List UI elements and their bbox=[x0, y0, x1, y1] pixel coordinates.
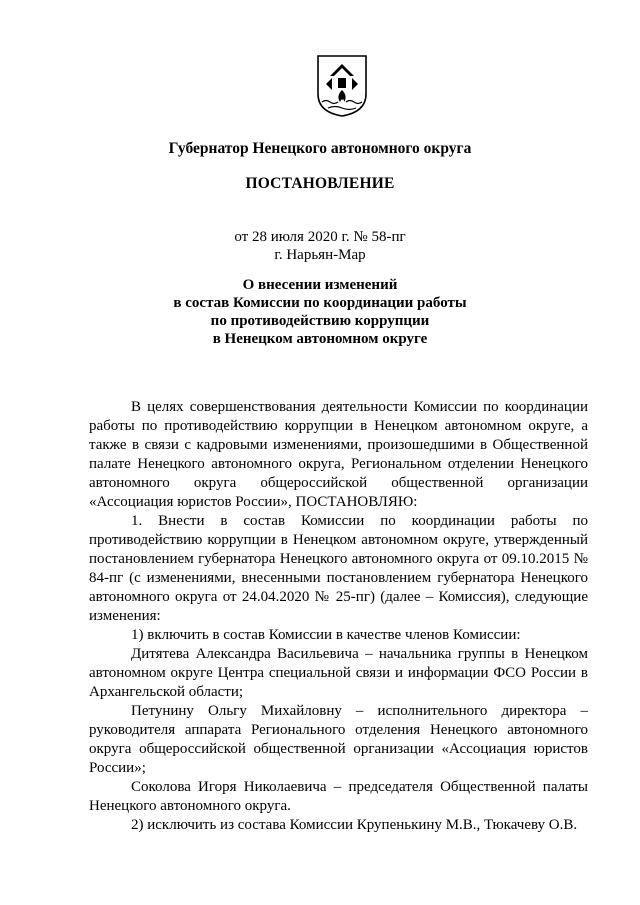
nenets-ao-coat-of-arms-icon bbox=[316, 54, 368, 118]
subject-line: по противодействию коррупции bbox=[210, 313, 430, 329]
document-subject bbox=[0, 276, 640, 348]
subclause-2-paragraph: 2) исключить из состава Комиссии Крупенькину М.В., Тюкачеву О.В. bbox=[131, 817, 578, 833]
document-author: Губернатор Ненецкого автономного округа bbox=[168, 140, 472, 157]
subject-line: О внесении изменений bbox=[242, 277, 398, 293]
clause-1-paragraph: 1. Внести в состав Комиссии по координации работы по противодействию коррупции в Ненецком автономном округе, утвержденный постановлением губернатора Ненецкого автономного округа от 09.10.2015 № 84-пг (с изменениями, внесенными постановлением губернатора Ненецкого автономного округа от 24.04.2020 № 25-пг) (далее – Комиссия), следующие изменения: bbox=[89, 513, 588, 624]
document-place: г. Нарьян-Мар bbox=[274, 247, 366, 263]
subject-line: в Ненецком автономном округе bbox=[212, 331, 428, 347]
document-date-block bbox=[0, 228, 640, 264]
document-type-title: ПОСТАНОВЛЕНИЕ bbox=[245, 175, 395, 192]
subclause-1-paragraph: 1) включить в состав Комиссии в качестве членов Комиссии: bbox=[131, 627, 521, 643]
member-dityatev-paragraph: Дитятева Александра Васильевича – начальника группы в Ненецком автономном округе Центра специальной связи и информации ФСО России в Архангельской области; bbox=[89, 646, 588, 700]
member-sokolov-paragraph: Соколова Игоря Николаевича – председателя Общественной палаты Ненецкого автономного округа. bbox=[89, 779, 588, 814]
document-date-number: от 28 июля 2020 г. № 58-пг bbox=[234, 229, 406, 245]
member-petunina-paragraph: Петунину Ольгу Михайловну – исполнительного директора – руководителя аппарата Регионального отделения Ненецкого автономного округа общероссийской общественной организации «Ассоциация юристов России»; bbox=[89, 703, 588, 776]
document-body bbox=[89, 398, 588, 835]
subject-line: в состав Комиссии по координации работы bbox=[173, 295, 467, 311]
preamble-paragraph: В целях совершенствования деятельности Комиссии по координации работы по противодействию коррупции в Ненецком автономном округе, а также в связи с кадровыми изменениями, произошедшими в Общественной палате Ненецкого автономного округа, Региональном отделении Ненецкого автономного округа общероссийской общественной организации «Ассоциация юристов России», ПОСТАНОВЛЯЮ: bbox=[89, 399, 588, 510]
